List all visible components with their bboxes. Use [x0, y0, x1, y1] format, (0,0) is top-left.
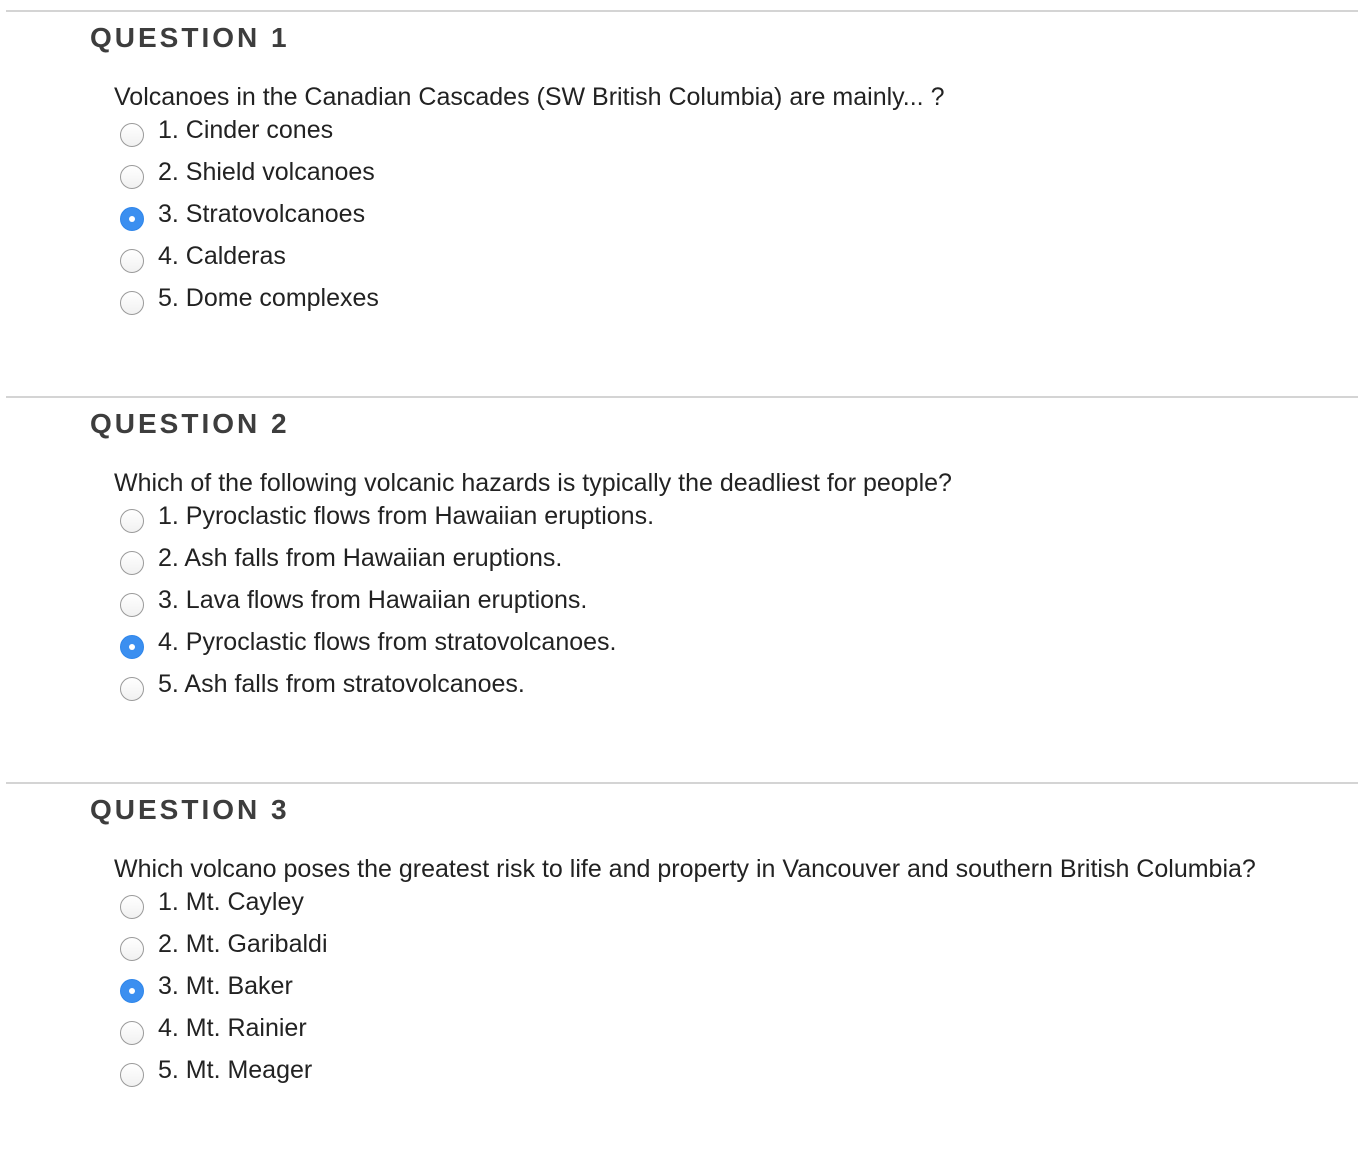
answer-label[interactable]: 5. Mt. Meager — [158, 1056, 313, 1084]
question-block-2 — [0, 396, 1358, 782]
question-prompt: Volcanoes in the Canadian Cascades (SW British Columbia) are mainly... ? — [114, 83, 945, 111]
radio-button[interactable] — [120, 677, 144, 701]
answer-label[interactable]: 2. Ash falls from Hawaiian eruptions. — [158, 544, 563, 572]
radio-button[interactable] — [120, 509, 144, 533]
answer-label[interactable]: 2. Mt. Garibaldi — [158, 930, 328, 958]
answer-label[interactable]: 1. Mt. Cayley — [158, 888, 304, 916]
radio-button[interactable] — [120, 291, 144, 315]
radio-button[interactable] — [120, 593, 144, 617]
answer-label[interactable]: 3. Mt. Baker — [158, 972, 293, 1000]
answer-label[interactable]: 4. Mt. Rainier — [158, 1014, 307, 1042]
radio-button[interactable] — [120, 1063, 144, 1087]
question-prompt: Which of the following volcanic hazards is typically the deadliest for people? — [114, 469, 952, 497]
question-title: QUESTION 1 — [90, 22, 290, 53]
answer-label[interactable]: 1. Pyroclastic flows from Hawaiian eruptions. — [158, 502, 655, 530]
radio-button[interactable] — [120, 937, 144, 961]
answer-label[interactable]: 5. Dome complexes — [158, 284, 379, 312]
answer-label[interactable]: 2. Shield volcanoes — [158, 158, 375, 186]
radio-button[interactable] — [120, 551, 144, 575]
answer-label[interactable]: 4. Calderas — [158, 242, 286, 270]
answer-label[interactable]: 5. Ash falls from stratovolcanoes. — [158, 670, 525, 698]
radio-button[interactable] — [120, 207, 144, 231]
radio-button[interactable] — [120, 123, 144, 147]
radio-button[interactable] — [120, 979, 144, 1003]
answer-label[interactable]: 1. Cinder cones — [158, 116, 334, 144]
question-title: QUESTION 2 — [90, 408, 290, 439]
radio-button[interactable] — [120, 895, 144, 919]
question-block-3 — [0, 782, 1358, 1168]
answer-label[interactable]: 4. Pyroclastic flows from stratovolcanoes. — [158, 628, 617, 656]
question-block-1 — [0, 10, 1358, 396]
answer-label[interactable]: 3. Lava flows from Hawaiian eruptions. — [158, 586, 588, 614]
radio-button[interactable] — [120, 165, 144, 189]
answer-label[interactable]: 3. Stratovolcanoes — [158, 200, 366, 228]
question-divider — [6, 782, 1358, 784]
question-prompt: Which volcano poses the greatest risk to life and property in Vancouver and southern British Columbia? — [114, 855, 1256, 883]
radio-button[interactable] — [120, 635, 144, 659]
question-divider — [6, 10, 1358, 12]
question-divider — [6, 396, 1358, 398]
radio-button[interactable] — [120, 249, 144, 273]
radio-button[interactable] — [120, 1021, 144, 1045]
question-title: QUESTION 3 — [90, 794, 290, 825]
